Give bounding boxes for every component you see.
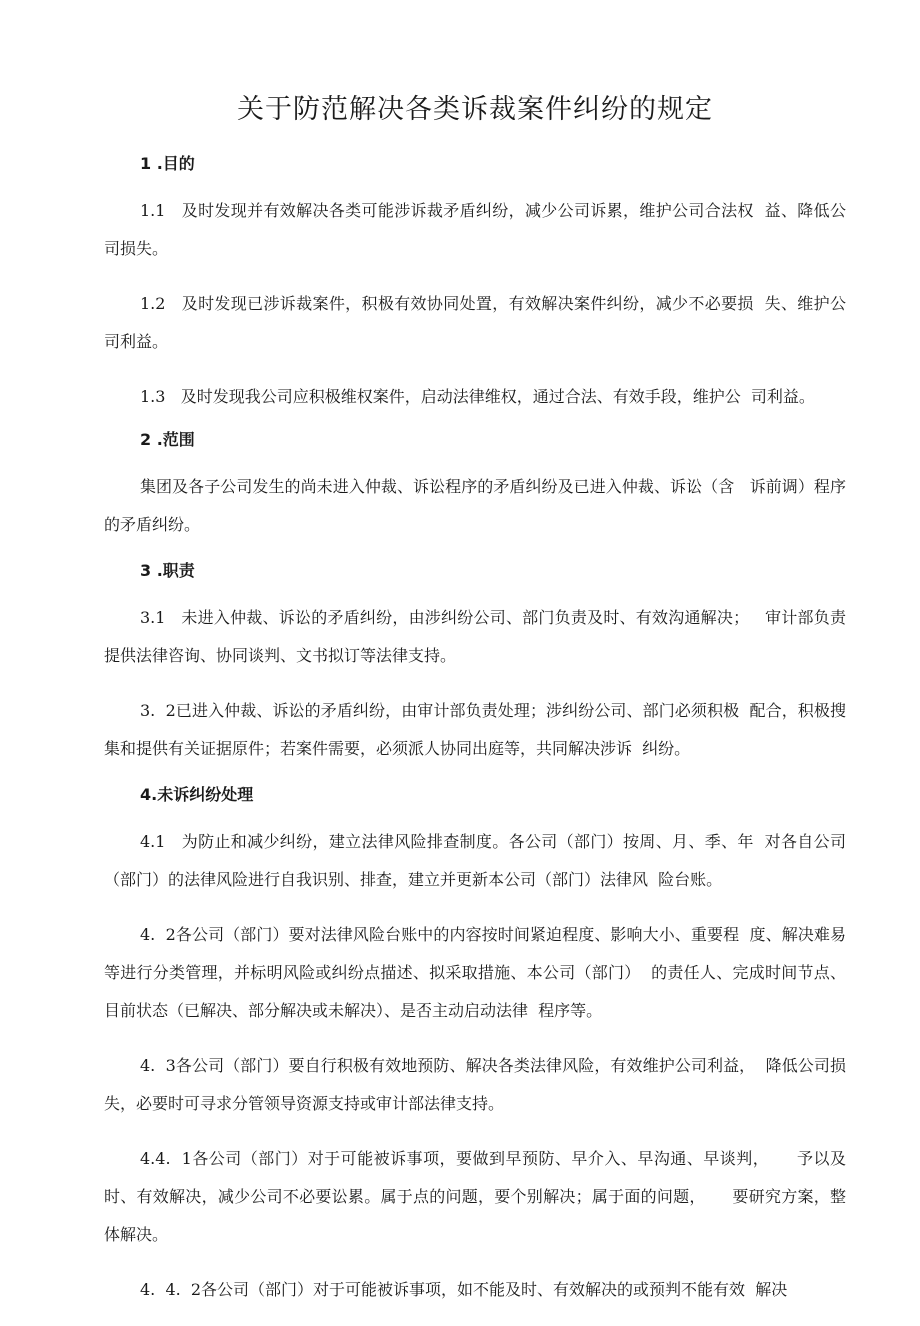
section-heading-purpose: 1 .目的 <box>140 154 195 173</box>
document-page <box>104 88 846 1326</box>
document-title: 关于防范解决各类诉裁案件纠纷的规定 <box>237 94 713 125</box>
paragraph-4-1: 4.1 为防止和减少纠纷，建立法律风险排查制度。各公司（部门）按周、月、季、年 对各自公司（部门）的法律风险进行自我识别、排查，建立并更新本公司（部门）法律风 险台账。 <box>104 832 846 889</box>
paragraph-1-3: 1.3 及时发现我公司应积极维权案件，启动法律维权，通过合法、有效手段，维护公 司利益。 <box>140 387 815 406</box>
section-heading-scope: 2 .范围 <box>140 430 195 449</box>
section-heading-unlitigated-disputes: 4.未诉纠纷处理 <box>140 785 254 804</box>
paragraph-4-2: 4. 2各公司（部门）要对法律风险台账中的内容按时间紧迫程度、影响大小、重要程 度、解决难易等进行分类管理，并标明风险或纠纷点描述、拟采取措施、本公司（部门） 的责任人、完成时间节点、目前状态（已解决、部分解决或未解决）、是否主动启动法律 程序等。 <box>104 925 846 1020</box>
paragraph-scope: 集团及各子公司发生的尚未进入仲裁、诉讼程序的矛盾纠纷及已进入仲裁、诉讼（含 诉前调）程序的矛盾纠纷。 <box>104 477 846 534</box>
paragraph-4-4-1: 4.4. 1各公司（部门）对于可能被诉事项，要做到早预防、早介入、早沟通、早谈判， 予以及时、有效解决，减少公司不必要讼累。属于点的问题，要个别解决；属于面的问题， 要研究方案，整体解决。 <box>104 1149 846 1244</box>
paragraph-4-3: 4. 3各公司（部门）要自行积极有效地预防、解决各类法律风险，有效维护公司利益， 降低公司损失，必要时可寻求分管领导资源支持或审计部法律支持。 <box>104 1056 846 1113</box>
paragraph-4-4-2: 4. 4. 2各公司（部门）对于可能被诉事项，如不能及时、有效解决的或预判不能有效 解决 <box>140 1280 788 1299</box>
paragraph-1-2: 1.2 及时发现已涉诉裁案件，积极有效协同处置，有效解决案件纠纷，减少不必要损 失、维护公司利益。 <box>104 294 846 351</box>
paragraph-3-1: 3.1 未进入仲裁、诉讼的矛盾纠纷，由涉纠纷公司、部门负责及时、有效沟通解决； 审计部负责提供法律咨询、协同谈判、文书拟订等法律支持。 <box>104 608 846 665</box>
paragraph-3-2: 3. 2已进入仲裁、诉讼的矛盾纠纷，由审计部负责处理；涉纠纷公司、部门必须积极 配合，积极搜集和提供有关证据原件；若案件需要，必须派人协同出庭等，共同解决涉诉 纠纷。 <box>104 701 846 758</box>
section-heading-responsibilities: 3 .职责 <box>140 561 195 580</box>
paragraph-1-1: 1.1 及时发现并有效解决各类可能涉诉裁矛盾纠纷，减少公司诉累，维护公司合法权 益、降低公司损失。 <box>104 201 846 258</box>
